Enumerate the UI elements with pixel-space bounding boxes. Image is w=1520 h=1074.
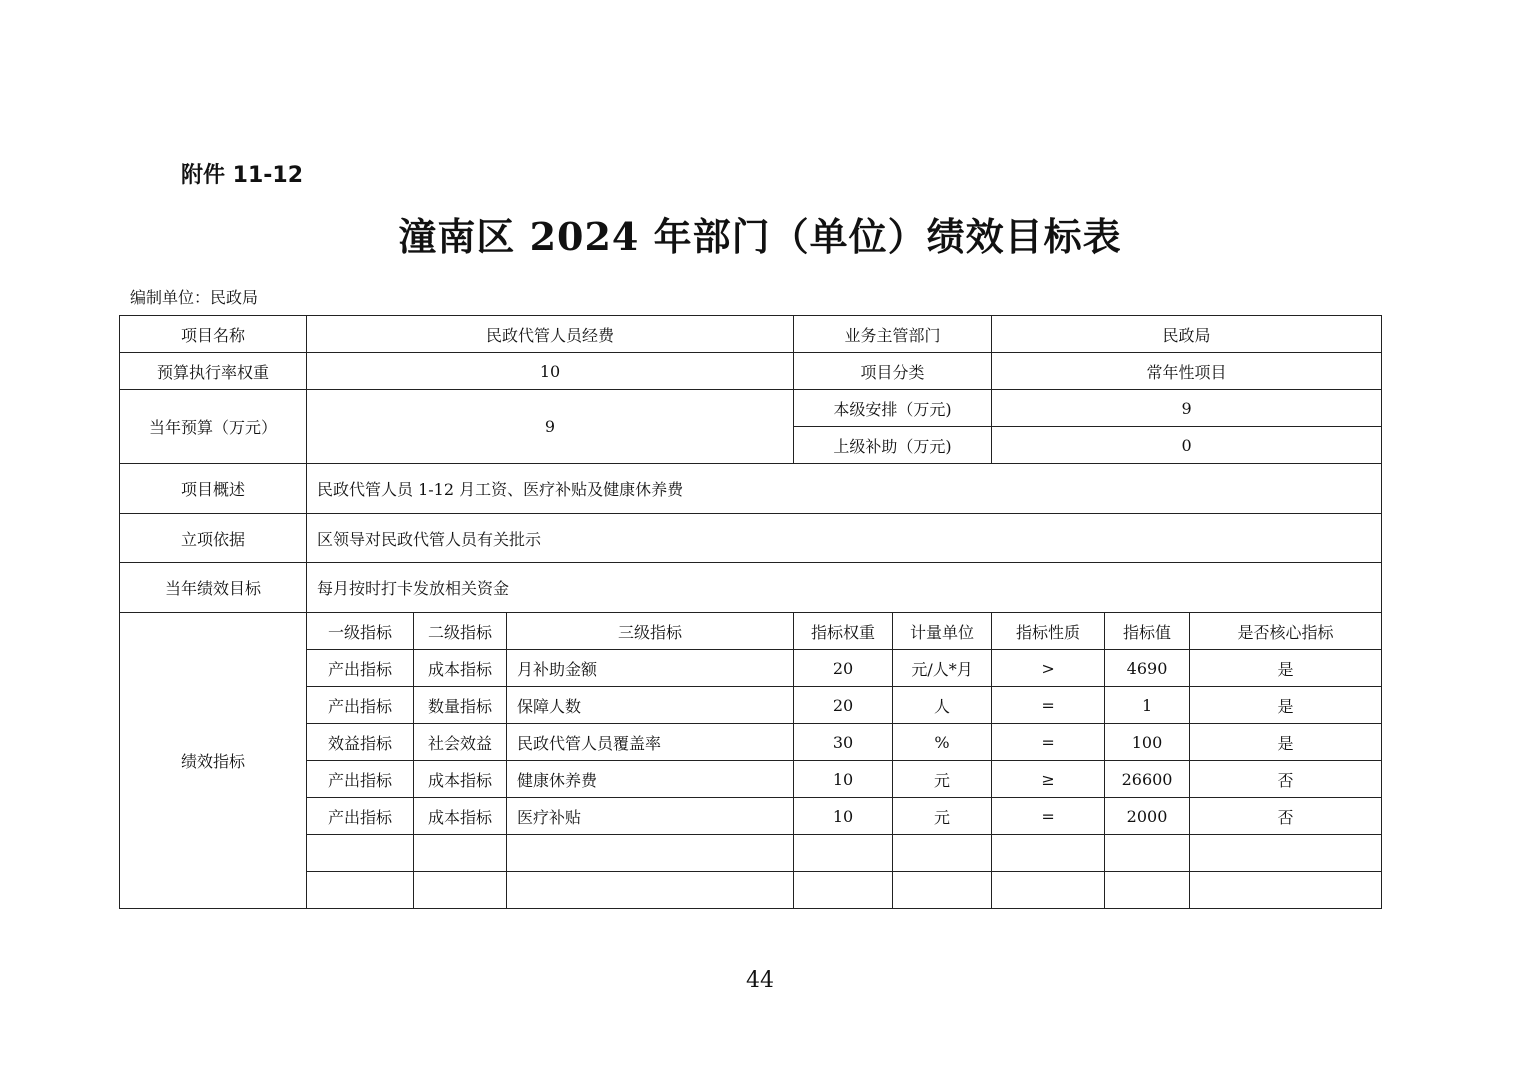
weight-cell: 10 xyxy=(794,798,893,835)
level2-cell: 成本指标 xyxy=(414,650,507,687)
basis-value: 区领导对民政代管人员有关批示 xyxy=(307,514,1382,563)
table-row xyxy=(120,353,1382,390)
dept-label: 业务主管部门 xyxy=(794,316,992,353)
value-cell: 100 xyxy=(1105,724,1190,761)
nature-cell xyxy=(992,835,1105,872)
level2-cell xyxy=(414,872,507,909)
indicator-header-row xyxy=(120,613,1382,650)
level1-cell: 产出指标 xyxy=(307,798,414,835)
overview-value: 民政代管人员 1-12 月工资、医疗补贴及健康休养费 xyxy=(307,464,1382,514)
level3-cell: 月补助金额 xyxy=(507,650,794,687)
table-row xyxy=(120,761,1382,798)
table-row xyxy=(120,872,1382,909)
weight-cell xyxy=(794,872,893,909)
value-cell: 4690 xyxy=(1105,650,1190,687)
nature-cell: > xyxy=(992,650,1105,687)
unit-cell xyxy=(893,835,992,872)
nature-cell: ≥ xyxy=(992,761,1105,798)
project-name-value: 民政代管人员经费 xyxy=(307,316,794,353)
value-cell: 1 xyxy=(1105,687,1190,724)
table-row xyxy=(120,724,1382,761)
value-cell xyxy=(1105,835,1190,872)
core-cell xyxy=(1190,872,1382,909)
level2-cell: 成本指标 xyxy=(414,761,507,798)
indicators-label: 绩效指标 xyxy=(120,613,307,909)
budget-value: 9 xyxy=(307,390,794,464)
weight-cell xyxy=(794,835,893,872)
header-level1: 一级指标 xyxy=(307,613,414,650)
unit-cell: 元/人*月 xyxy=(893,650,992,687)
level2-cell xyxy=(414,835,507,872)
level3-cell: 民政代管人员覆盖率 xyxy=(507,724,794,761)
table-row xyxy=(120,563,1382,613)
compiling-unit: 编制单位：民政局 xyxy=(130,288,259,307)
nature-cell xyxy=(992,872,1105,909)
weight-value: 10 xyxy=(307,353,794,390)
nature-cell: = xyxy=(992,687,1105,724)
header-weight: 指标权重 xyxy=(794,613,893,650)
weight-cell: 10 xyxy=(794,761,893,798)
table-row xyxy=(120,514,1382,563)
table-row xyxy=(120,687,1382,724)
page-title: 潼南区 2024 年部门（单位）绩效目标表 xyxy=(398,214,1122,259)
value-cell xyxy=(1105,872,1190,909)
level1-cell: 产出指标 xyxy=(307,687,414,724)
weight-cell: 30 xyxy=(794,724,893,761)
value-cell: 26600 xyxy=(1105,761,1190,798)
core-cell: 否 xyxy=(1190,761,1382,798)
level3-cell: 健康休养费 xyxy=(507,761,794,798)
core-cell: 是 xyxy=(1190,724,1382,761)
basis-label: 立项依据 xyxy=(120,514,307,563)
unit-cell xyxy=(893,872,992,909)
goal-value: 每月按时打卡发放相关资金 xyxy=(307,563,1382,613)
local-budget-value: 9 xyxy=(992,390,1382,427)
level1-cell: 产出指标 xyxy=(307,650,414,687)
weight-cell: 20 xyxy=(794,687,893,724)
level3-cell: 保障人数 xyxy=(507,687,794,724)
header-core: 是否核心指标 xyxy=(1190,613,1382,650)
level3-cell xyxy=(507,872,794,909)
superior-subsidy-label: 上级补助（万元) xyxy=(794,427,992,464)
header-value: 指标值 xyxy=(1105,613,1190,650)
level2-cell: 社会效益 xyxy=(414,724,507,761)
project-name-label: 项目名称 xyxy=(120,316,307,353)
unit-cell: 人 xyxy=(893,687,992,724)
budget-label: 当年预算（万元） xyxy=(120,390,307,464)
core-cell: 是 xyxy=(1190,650,1382,687)
level1-cell: 产出指标 xyxy=(307,761,414,798)
category-value: 常年性项目 xyxy=(992,353,1382,390)
unit-cell: 元 xyxy=(893,798,992,835)
weight-cell: 20 xyxy=(794,650,893,687)
table-row xyxy=(120,316,1382,353)
nature-cell: = xyxy=(992,798,1105,835)
goal-label: 当年绩效目标 xyxy=(120,563,307,613)
header-level2: 二级指标 xyxy=(414,613,507,650)
weight-label: 预算执行率权重 xyxy=(120,353,307,390)
table-row xyxy=(120,798,1382,835)
level1-cell: 效益指标 xyxy=(307,724,414,761)
table-row xyxy=(120,835,1382,872)
category-label: 项目分类 xyxy=(794,353,992,390)
page-number: 44 xyxy=(746,968,774,993)
header-unit: 计量单位 xyxy=(893,613,992,650)
unit-cell: % xyxy=(893,724,992,761)
nature-cell: = xyxy=(992,724,1105,761)
dept-value: 民政局 xyxy=(992,316,1382,353)
local-budget-label: 本级安排（万元) xyxy=(794,390,992,427)
table-row xyxy=(120,464,1382,514)
level2-cell: 数量指标 xyxy=(414,687,507,724)
header-level3: 三级指标 xyxy=(507,613,794,650)
performance-target-table xyxy=(119,315,1382,909)
level3-cell xyxy=(507,835,794,872)
core-cell: 否 xyxy=(1190,798,1382,835)
table-row xyxy=(120,390,1382,427)
table-row xyxy=(120,650,1382,687)
core-cell xyxy=(1190,835,1382,872)
superior-subsidy-value: 0 xyxy=(992,427,1382,464)
level1-cell xyxy=(307,835,414,872)
core-cell: 是 xyxy=(1190,687,1382,724)
value-cell: 2000 xyxy=(1105,798,1190,835)
header-nature: 指标性质 xyxy=(992,613,1105,650)
unit-cell: 元 xyxy=(893,761,992,798)
attachment-label: 附件 11-12 xyxy=(181,163,304,188)
level2-cell: 成本指标 xyxy=(414,798,507,835)
level3-cell: 医疗补贴 xyxy=(507,798,794,835)
overview-label: 项目概述 xyxy=(120,464,307,514)
level1-cell xyxy=(307,872,414,909)
